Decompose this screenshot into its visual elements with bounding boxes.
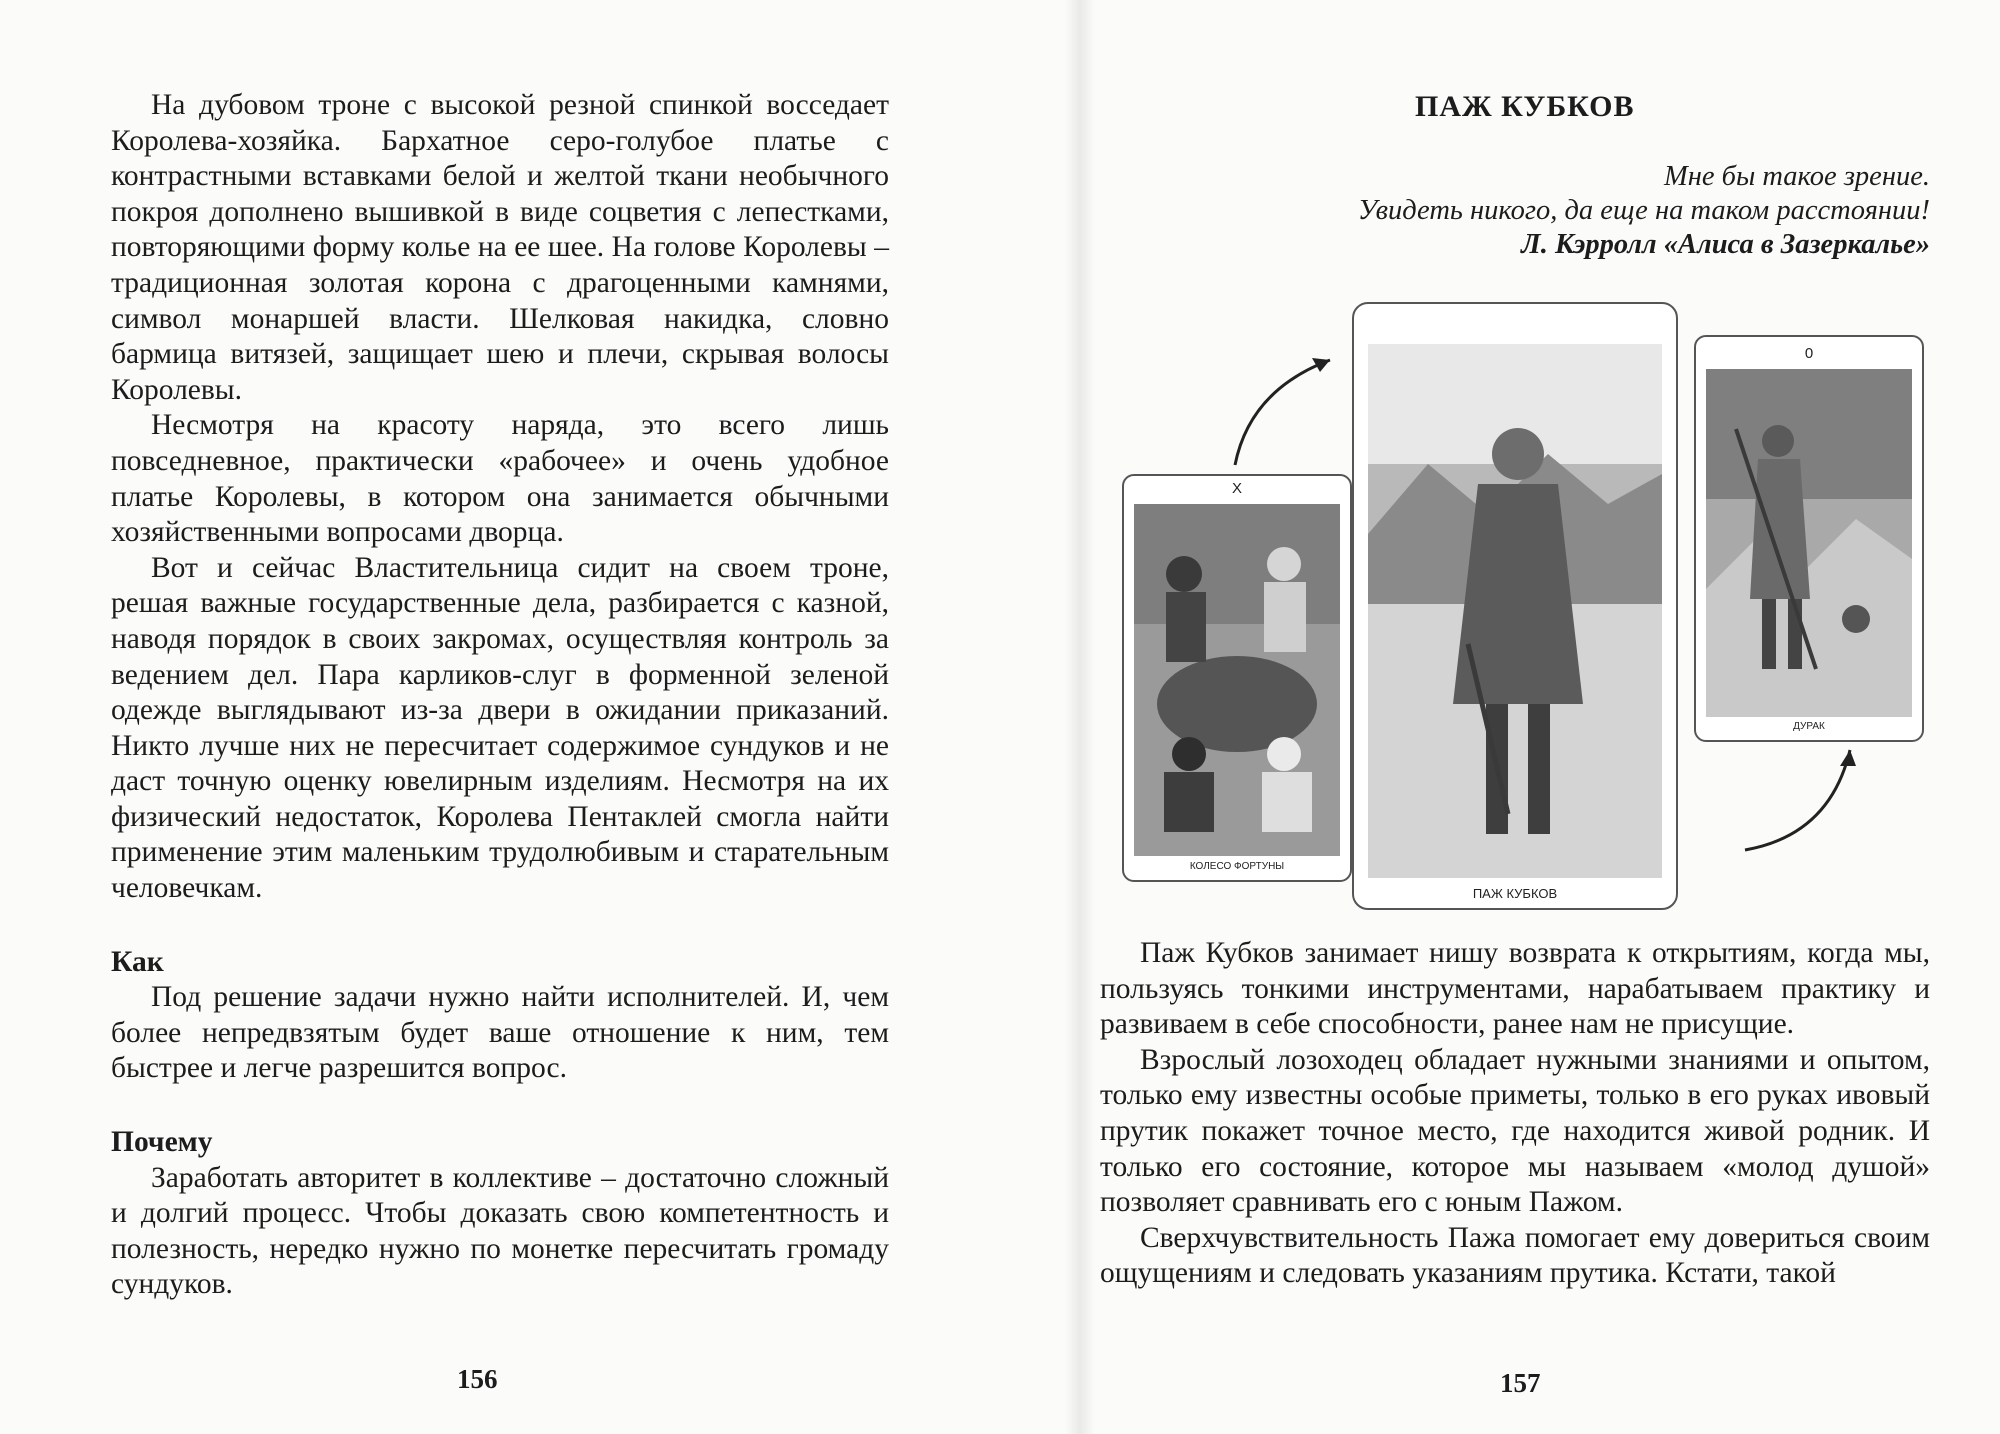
epigraph-line: Мне бы такое зрение. [1663,161,1930,192]
left-page-text [111,88,889,1303]
paragraph: Сверхчувствительность Пажа помогает ему довериться своим ощущениям и следовать указаниям прутика. Кстати, такой [1100,1221,1930,1290]
epigraph-author: Л. Кэрролл «Алиса в Зазеркалье» [1521,229,1930,260]
card-art [1706,369,1912,717]
card-caption: ДУРАК [1793,721,1825,732]
paragraph: Несмотря на красоту наряда, это всего лишь повседневное, практически «рабочее» и очень удобное платье Королевы, в котором она занимается обычными хозяйственными вопросами дворца. [111,409,889,549]
curved-arrow-icon [1230,350,1340,470]
card-number: 0 [1804,345,1814,362]
paragraph: На дубовом троне с высокой резной спинкой восседает Королева-хозяйка. Бархатное серо-голубое платье с контрастными вставками белой и желтой ткани необычного покроя дополнено вышивкой в виде соцветия с лепестками, повторяющими форму колье на ее шее. На голове Королевы – традиционная золотая корона с драгоценными камнями, символ монаршей власти. Шелковая накидка, словно бармица витязей, защищает шею и плечи, скрывая волосы Королевы. [111,89,889,406]
tarot-card-fool [1694,335,1924,742]
card-caption: КОЛЕСО ФОРТУНЫ [1189,861,1285,872]
right-page-text [1100,936,1930,1292]
epigraph [1358,160,1930,262]
page-number: 156 [457,1364,498,1394]
epigraph-line: Увидеть никого, да еще на таком расстоянии! [1357,195,1930,226]
why-text: Заработать авторитет в коллективе – достаточно сложный и долгий процесс. Чтобы доказать свою компетентность и полезность, нередко нужно по монетке пересчитать громаду сундуков. [111,1161,889,1301]
curved-arrow-icon [1740,740,1860,860]
how-text: Под решение задачи нужно найти исполнителей. И, чем более непредвзятым будет ваше отношение к ним, тем быстрее и легче разрешится вопрос. [111,981,889,1085]
card-art [1134,504,1340,856]
paragraph: Взрослый лозоходец обладает нужными знаниями и опытом, только ему известны особые приметы, только в его руках ивовый прутик покажет точное место, где находится живой родник. И только его состояние, которое мы называем «молод душой» позволяет сравнивать его с юным Пажом. [1100,1043,1930,1219]
paragraph: Вот и сейчас Властительница сидит на своем троне, решая важные государственные дела, разбирается с казной, наводя порядок в своих закромах, осуществляя контроль за ведением дел. Пара карликов-слуг в форменной зеленой одежде выглядывают из-за двери в ожидании приказаний. Никто лучше них не пересчитает содержимое сундуков и не даст точную оценку ювелирным изделиям. Несмотря на их физический недостаток, Королева Пентаклей смогла найти применение этим маленьким трудолюбивым и старательным человечкам. [111,551,889,905]
card-art [1368,344,1662,878]
tarot-card-page-of-cups [1352,302,1678,910]
tarot-card-wheel-of-fortune [1122,474,1352,882]
card-number: X [1231,480,1242,497]
fool-illustration [1706,369,1912,717]
page-number: 157 [1500,1368,1541,1398]
why-heading: Почему [111,1126,213,1159]
wheel-of-fortune-illustration [1134,504,1340,856]
card-caption: ПАЖ КУБКОВ [1472,886,1558,901]
chapter-title: ПАЖ КУБКОВ [1415,90,1635,123]
right-page [1080,0,2000,1434]
how-heading: Как [111,945,164,978]
page-of-cups-illustration [1368,344,1662,878]
paragraph: Паж Кубков занимает нишу возврата к открытиям, когда мы, пользуясь тонкими инструментами, нарабатываем практику и развиваем в себе способности, ранее нам не присущие. [1100,937,1930,1041]
